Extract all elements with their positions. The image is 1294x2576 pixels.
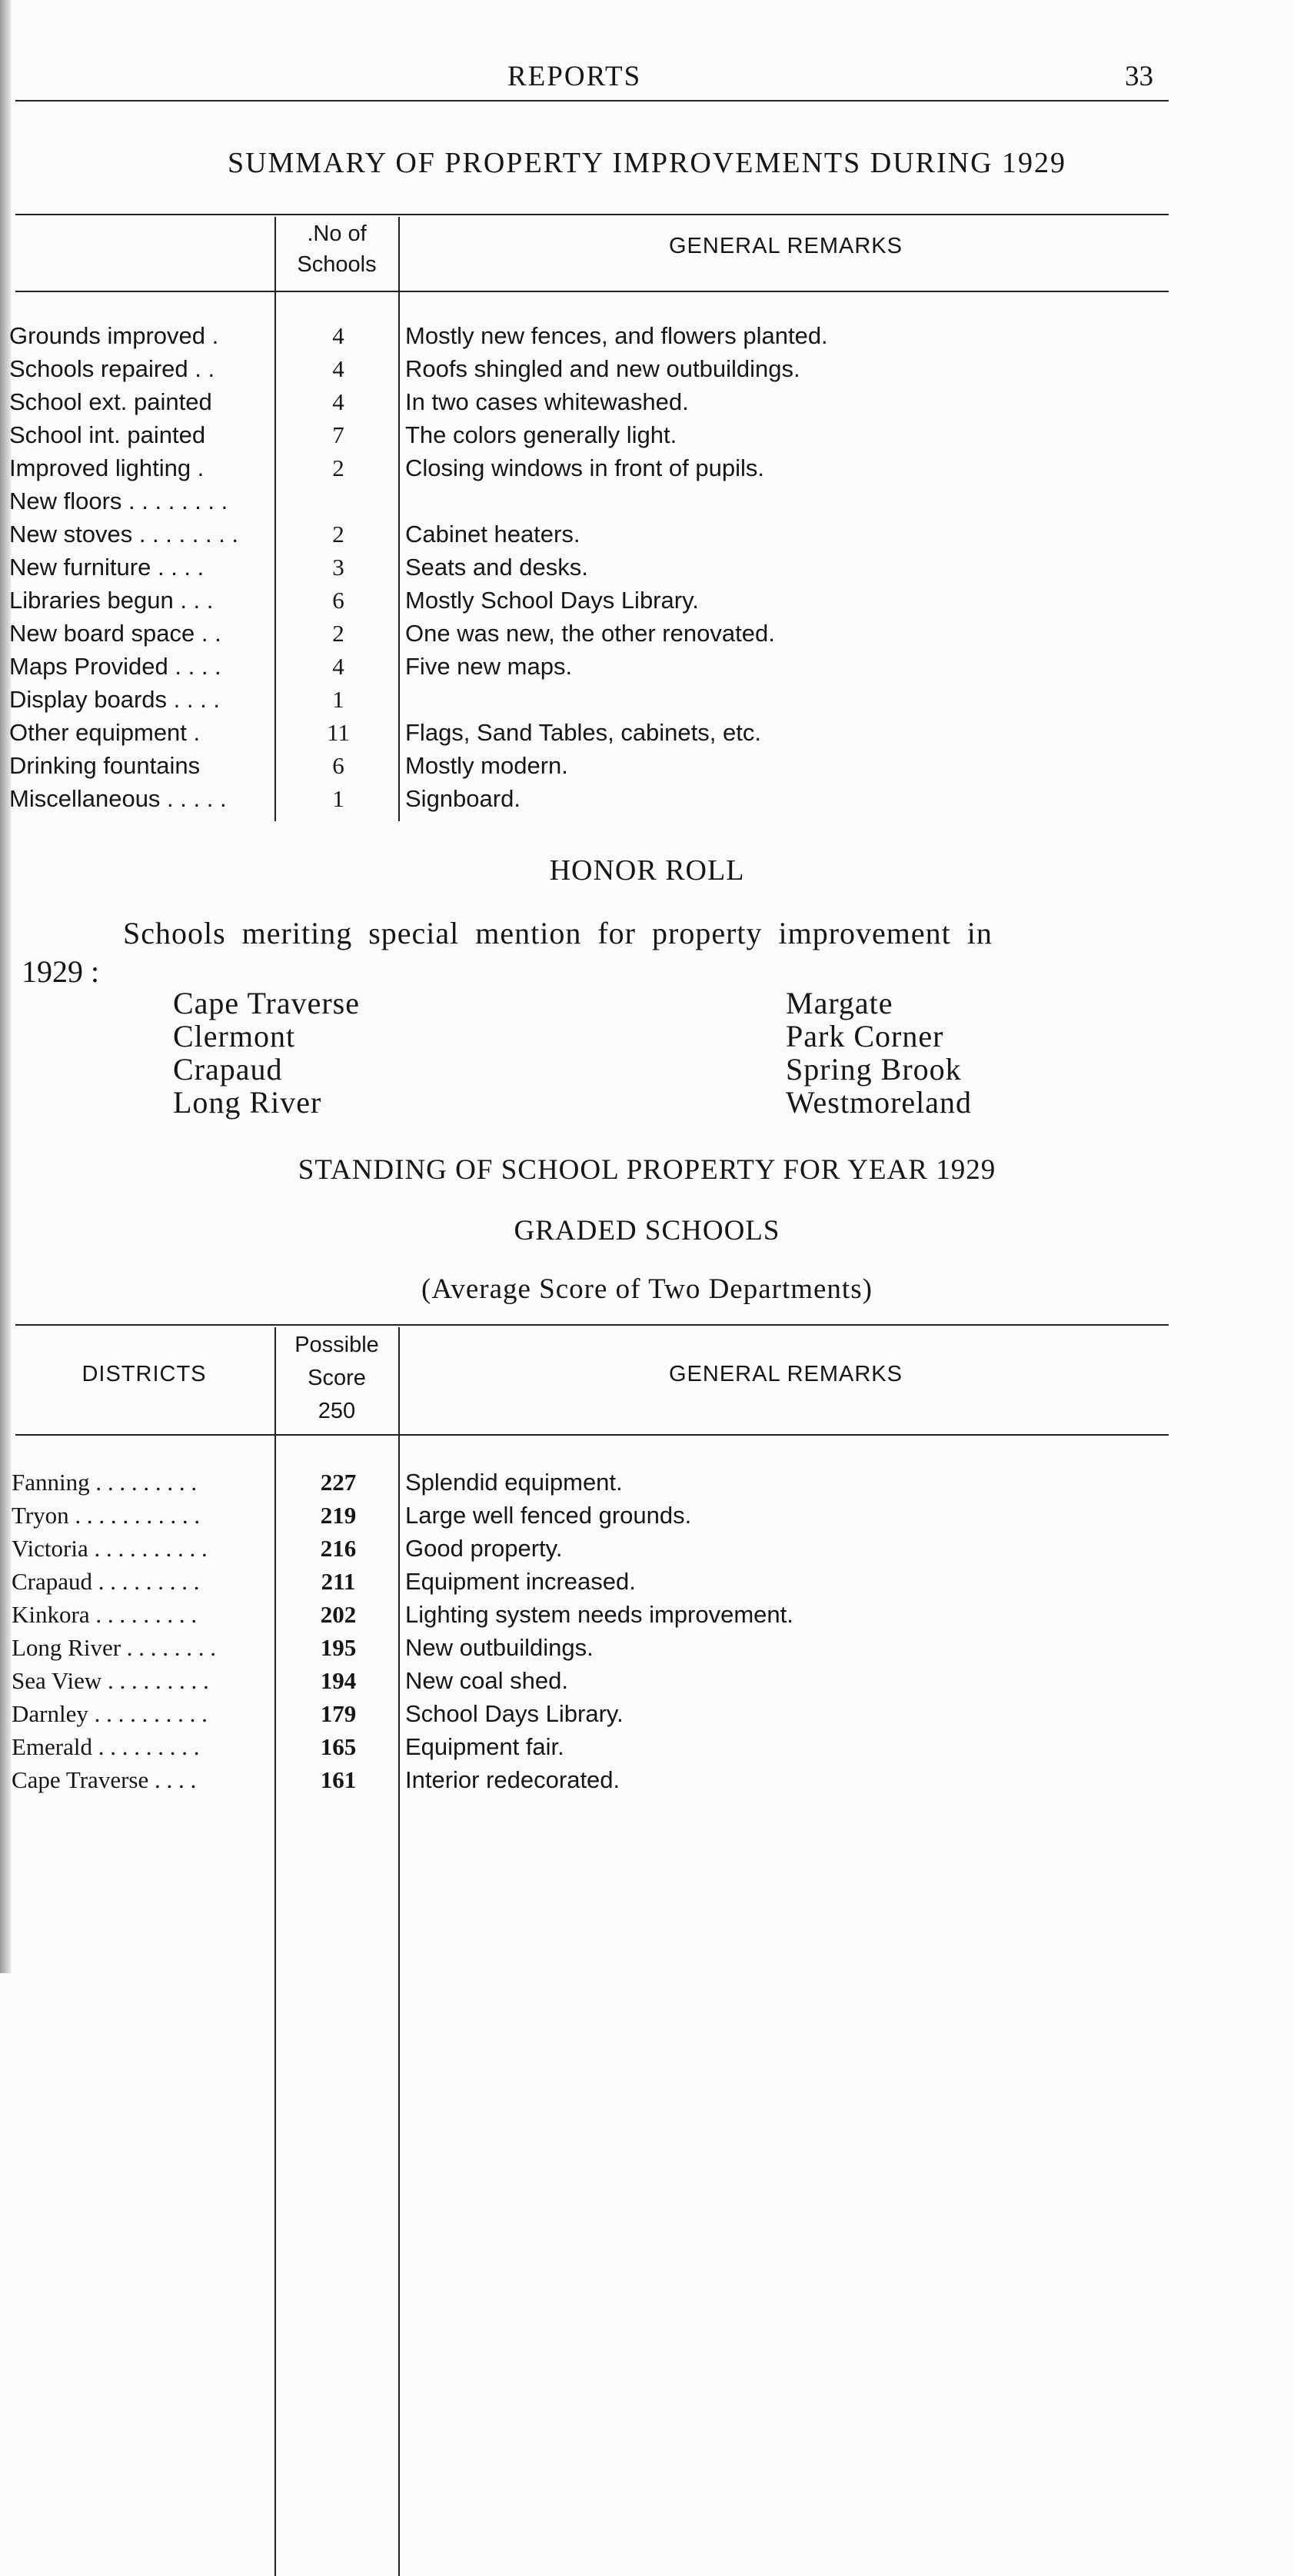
general-remark: Equipment increased. xyxy=(405,1568,636,1595)
summary-table-header-rule xyxy=(15,291,1169,292)
general-remark: Cabinet heaters. xyxy=(405,521,580,547)
school-count: 6 xyxy=(332,587,344,614)
header-rule xyxy=(15,100,1169,102)
improvement-item: School int. painted xyxy=(9,421,206,448)
standing-subtitle: GRADED SCHOOLS xyxy=(514,1215,780,1246)
honor-school: Park Corner xyxy=(786,1019,944,1053)
school-count: 2 xyxy=(332,620,344,647)
general-remark: Roofs shingled and new outbuildings. xyxy=(405,355,800,382)
school-count: 11 xyxy=(327,719,350,746)
standing-table-column-divider xyxy=(274,1327,276,2576)
general-remark: Mostly School Days Library. xyxy=(405,587,699,614)
general-remark: Five new maps. xyxy=(405,653,573,680)
honor-roll-right-column xyxy=(786,987,972,1119)
school-count: 3 xyxy=(332,554,344,581)
district-score: 179 xyxy=(320,1700,357,1727)
district-name: Crapaud . . . . . . . . . xyxy=(12,1568,200,1595)
district-name: Tryon . . . . . . . . . . . xyxy=(12,1502,201,1529)
school-count: 4 xyxy=(332,653,344,680)
summary-table-top-rule xyxy=(15,214,1169,215)
school-count: 1 xyxy=(332,686,344,713)
improvement-item: New stoves . . . . . . . . xyxy=(9,521,239,547)
general-remark: Seats and desks. xyxy=(405,554,588,581)
standing-remarks-header: GENERAL REMARKS xyxy=(669,1362,903,1386)
district-name: Long River . . . . . . . . xyxy=(12,1634,217,1661)
general-remark: Interior redecorated. xyxy=(405,1766,620,1793)
improvement-item: Schools repaired . . xyxy=(9,355,215,382)
district-score: 194 xyxy=(320,1667,357,1694)
honor-school: Cape Traverse xyxy=(173,986,360,1020)
school-count: 4 xyxy=(332,355,344,382)
general-remark: Good property. xyxy=(405,1535,563,1562)
school-count: 2 xyxy=(332,454,344,481)
score-header-line: Possible xyxy=(294,1333,379,1357)
general-remark: New outbuildings. xyxy=(405,1634,594,1661)
summary-count-header xyxy=(277,218,397,280)
district-score: 216 xyxy=(320,1535,357,1562)
district-score: 195 xyxy=(320,1634,357,1661)
honor-school: Long River xyxy=(173,1085,322,1120)
school-count: 2 xyxy=(332,521,344,547)
honor-school: Clermont xyxy=(173,1019,296,1053)
improvement-item: Maps Provided . . . . xyxy=(9,653,221,680)
page-binding-edge xyxy=(0,0,11,1973)
general-remark: Mostly new fences, and flowers planted. xyxy=(405,322,828,349)
school-count: 4 xyxy=(332,322,344,349)
district-name: Fanning . . . . . . . . . xyxy=(12,1469,198,1496)
general-remark: The colors generally light. xyxy=(405,421,677,448)
improvement-item: Miscellaneous . . . . . xyxy=(9,785,227,812)
improvement-item: School ext. painted xyxy=(9,388,212,415)
score-header-line: 250 xyxy=(318,1399,356,1423)
improvement-item: Display boards . . . . xyxy=(9,686,220,713)
improvement-item: Libraries begun . . . xyxy=(9,587,214,614)
score-header-line: Score xyxy=(308,1366,366,1390)
general-remark: School Days Library. xyxy=(405,1700,624,1727)
honor-roll-left-column xyxy=(173,987,360,1119)
general-remark: Equipment fair. xyxy=(405,1733,564,1760)
summary-table-column-divider xyxy=(274,217,276,821)
district-score: 165 xyxy=(320,1733,357,1760)
school-count: 6 xyxy=(332,752,344,779)
summary-count-header-text: .No of Schools xyxy=(297,221,377,277)
district-name: Victoria . . . . . . . . . . xyxy=(12,1535,208,1562)
districts-header: DISTRICTS xyxy=(81,1362,207,1386)
standing-title: STANDING OF SCHOOL PROPERTY FOR YEAR 1929 xyxy=(298,1154,996,1186)
standing-table-header-rule xyxy=(15,1434,1169,1436)
general-remark: Large well fenced grounds. xyxy=(405,1502,692,1529)
improvement-item: Improved lighting . xyxy=(9,454,205,481)
general-remark: Closing windows in front of pupils. xyxy=(405,454,764,481)
general-remark: Lighting system needs improvement. xyxy=(405,1601,793,1628)
improvement-item: Other equipment . xyxy=(9,719,201,746)
district-score: 161 xyxy=(320,1766,357,1793)
district-name: Sea View . . . . . . . . . xyxy=(12,1667,209,1694)
general-remark: One was new, the other renovated. xyxy=(405,620,775,647)
improvement-item: New floors . . . . . . . . xyxy=(9,488,228,514)
district-score: 202 xyxy=(320,1601,357,1628)
summary-table-column-divider xyxy=(398,217,400,821)
district-name: Kinkora . . . . . . . . . xyxy=(12,1601,198,1628)
summary-remarks-header: GENERAL REMARKS xyxy=(669,234,903,258)
running-head: REPORTS xyxy=(507,61,642,92)
honor-school: Westmoreland xyxy=(786,1085,973,1120)
general-remark: In two cases whitewashed. xyxy=(405,388,689,415)
general-remark: Signboard. xyxy=(405,785,521,812)
district-name: Darnley . . . . . . . . . . xyxy=(12,1700,208,1727)
standing-table-top-rule xyxy=(15,1324,1169,1326)
score-header xyxy=(277,1329,397,1428)
district-score: 211 xyxy=(321,1568,356,1595)
district-score: 227 xyxy=(320,1469,357,1496)
general-remark: Splendid equipment. xyxy=(405,1469,623,1496)
honor-roll-intro: Schools meriting special mention for property improvement in xyxy=(123,916,993,950)
improvement-item: New furniture . . . . xyxy=(9,554,205,581)
district-name: Emerald . . . . . . . . . xyxy=(12,1733,200,1760)
page-number: 33 xyxy=(1125,61,1153,92)
general-remark: Mostly modern. xyxy=(405,752,568,779)
honor-roll-title: HONOR ROLL xyxy=(549,854,745,887)
honor-school: Crapaud xyxy=(173,1052,283,1087)
honor-school: Margate xyxy=(786,986,893,1020)
district-name: Cape Traverse . . . . xyxy=(12,1766,197,1793)
honor-roll-year: 1929 : xyxy=(22,954,100,989)
improvement-item: New board space . . xyxy=(9,620,221,647)
standing-note: (Average Score of Two Departments) xyxy=(421,1273,873,1305)
general-remark: Flags, Sand Tables, cabinets, etc. xyxy=(405,719,761,746)
school-count: 1 xyxy=(332,785,344,812)
school-count: 4 xyxy=(332,388,344,415)
improvement-item: Drinking fountains xyxy=(9,752,201,779)
honor-school: Spring Brook xyxy=(786,1052,962,1087)
school-count: 7 xyxy=(332,421,344,448)
summary-title: SUMMARY OF PROPERTY IMPROVEMENTS DURING 1929 xyxy=(227,147,1067,179)
general-remark: New coal shed. xyxy=(405,1667,568,1694)
standing-table-column-divider xyxy=(398,1327,400,2576)
improvement-item: Grounds improved . xyxy=(9,322,219,349)
district-score: 219 xyxy=(320,1502,357,1529)
